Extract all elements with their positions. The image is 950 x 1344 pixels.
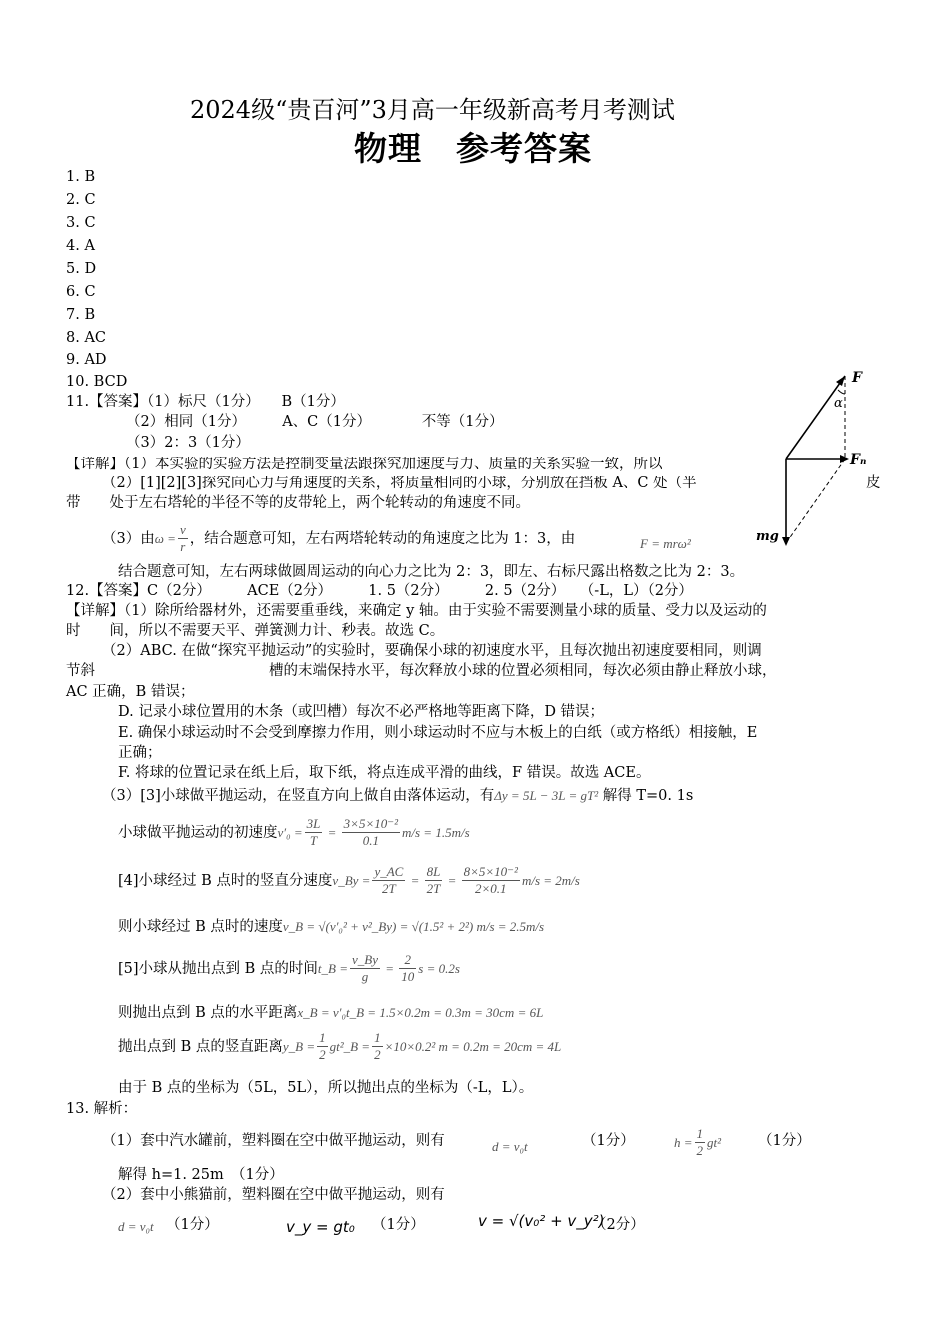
answer-7: 7. B <box>66 307 96 323</box>
vby-frac-1 <box>372 864 405 898</box>
angle-arc <box>838 390 845 394</box>
q11-answer-2: （2）相同（1分） A、C（1分） 不等（1分） <box>126 414 504 430</box>
fraction-denominator: T <box>309 833 318 849</box>
q11-answer-3: （3）2：3（1分） <box>126 435 250 451</box>
v0-result: m/s = 1.5m/s <box>401 824 470 840</box>
q13-part-1: （1）套中汽水罐前，塑料圈在空中做平抛运动，则有 <box>102 1133 445 1149</box>
vb-eq: v_B = √(v′₀² + v²_By) = √(1.5² + 2²) m/s = 2.5m/s <box>282 919 545 934</box>
gt2: gt² <box>707 1134 722 1150</box>
tb-frac-2 <box>399 952 416 986</box>
answer-9: 9. AD <box>66 352 107 368</box>
vby-lhs: v_By = <box>332 872 371 888</box>
yb-line <box>118 1030 561 1064</box>
q13-score-1: （1分） <box>582 1133 635 1149</box>
tb-label: [5]小球从抛出点到 B 点的时间 <box>118 960 318 977</box>
xb-line <box>118 1006 543 1021</box>
fraction-numerator: 1 <box>372 1030 383 1047</box>
label-Fn: Fₙ <box>850 452 867 468</box>
v0-label: 小球做平抛运动的初速度 <box>118 824 278 841</box>
fraction-numerator: 2 <box>399 952 416 969</box>
h-lhs: h = <box>674 1134 693 1150</box>
tb-result: s = 0.2s <box>418 960 460 976</box>
fraction-denominator: 2T <box>382 881 396 897</box>
q13-score-4: （1分） <box>372 1217 425 1233</box>
yb-mid: gt²_B = <box>329 1038 371 1054</box>
fraction-denominator: 2 <box>374 1047 381 1063</box>
answer-4: 4. A <box>66 238 95 254</box>
centripetal-force-eq: F = mrω² <box>640 536 691 551</box>
q11-detail-3-mid: ，结合题意可知，左右两塔轮转动的角速度之比为 1：3，由 <box>189 530 576 547</box>
fraction-numerator: v_By <box>350 952 380 969</box>
q12-detail-3-result: 解得 T=0. 1s <box>602 788 694 804</box>
q12-option-D: D. 记录小球位置用的木条（或凹槽）每次不必严格地等距离下降，D 错误； <box>118 704 605 720</box>
label-mg: mg <box>756 529 779 544</box>
fraction-denominator: 10 <box>401 969 415 985</box>
force-F-arrow <box>786 376 845 459</box>
answer-3: 3. C <box>66 215 96 231</box>
q11-detail-1: 【详解】（1）本实验的实验方法是控制变量法跟探究加速度与力、质量的关系实验一致，所以 <box>66 457 663 472</box>
q12-detail-3-text: （3）[3]小球做平抛运动，在竖直方向上做自由落体运动，有 <box>102 788 495 804</box>
q12-answer-head: 12.【答案】C（2分） ACE（2分） 1. 5（2分） 2. 5（2分） （-L，L）（2分） <box>66 583 693 599</box>
vby-result: m/s = 2m/s <box>521 872 580 888</box>
fraction-numerator: 3L <box>305 816 323 833</box>
yb-frac-1 <box>317 1030 328 1064</box>
fraction-denominator: 2T <box>426 881 441 897</box>
q12-detail-2b: 节斜 槽的末端保持水平，每次释放小球的位置必须相同，每次必须由静止释放小球， <box>66 663 777 679</box>
v0-frac-2 <box>342 816 400 850</box>
vb-line <box>118 920 544 935</box>
q13-eq-h <box>674 1126 721 1160</box>
q12-option-E-end: 正确； <box>118 745 162 761</box>
half-fraction <box>695 1126 706 1160</box>
fraction-denominator: r <box>180 539 186 555</box>
force-diagram <box>748 360 868 550</box>
fraction-numerator: 1 <box>317 1030 328 1047</box>
q12-detail-1: 【详解】（1）除所给器材外，还需要重垂线，来确定 y 轴。由于实验不需要测量小球的质量、受力以及运动的 <box>66 603 767 619</box>
vby-label: [4]小球经过 B 点时的竖直分速度 <box>118 872 333 889</box>
v0-lhs: v′₀ = <box>277 824 303 840</box>
fraction-denominator: 0.1 <box>362 833 379 849</box>
q13-eq-d-v0t-2: d = v₀t <box>118 1219 154 1234</box>
answer-8: 8. AC <box>66 330 107 346</box>
tb-line: [5]小球从抛出点到 B 点的时间t_B = $\frac{v\_By}{g}$ = $\frac{2}{10}$ s = 0.2s <box>118 952 460 985</box>
yb-label: 抛出点到 B 点的竖直距离 <box>118 1038 283 1055</box>
fraction-denominator: 2 <box>696 1143 704 1159</box>
q12-conclusion: 由于 B 点的坐标为（5L，5L），所以抛出点的坐标为（-L，L）。 <box>118 1080 534 1096</box>
v0-line: 小球做平抛运动的初速度v′₀ = $\frac{3L}{T}$ = $\frac{\text{3×5×10⁻²}}{0.1}$ m/s = 1.5m/s <box>118 816 470 849</box>
q11-detail-2-tail: 皮 <box>866 475 881 491</box>
exam-title: 2024级“贵百河”3月高一年级新高考月考测试 <box>190 96 675 124</box>
yb-frac-2 <box>372 1030 383 1064</box>
tb-lhs: t_B = <box>317 960 348 976</box>
yb-result: ×10×0.2² m = 0.2m = 20cm = 4L <box>384 1038 562 1054</box>
q12-option-F: F. 将球的位置记录在纸上后，取下纸，将点连成平滑的曲线，F 错误。故选 ACE。 <box>118 765 651 781</box>
q11-detail-3-conclusion: 结合题意可知，左右两球做圆周运动的向心力之比为 2：3，即左、右标尺露出格数之比为 2：3。 <box>118 564 745 580</box>
xb-eq: x_B = v′₀t_B = 1.5×0.2m = 0.3m = 30cm = 6L <box>297 1005 544 1020</box>
q13-eq-d-v0t: d = v₀t <box>492 1139 528 1154</box>
answer-2: 2. C <box>66 192 96 208</box>
page-title: 物理 参考答案 <box>354 129 592 168</box>
q13-eq-vy: v_y = gt₀ <box>286 1218 355 1236</box>
label-alpha: α <box>834 396 843 411</box>
vb-label: 则小球经过 B 点时的速度 <box>118 919 283 935</box>
v-over-r-fraction <box>178 522 188 556</box>
dashed-diagonal <box>786 459 845 543</box>
fraction-denominator: 2 <box>319 1047 326 1063</box>
q11-detail-2: （2）[1][2][3]探究向心力与角速度的关系，将质量相同的小球，分别放在挡板 A、C 处（半 <box>102 476 697 491</box>
answer-1: 1. B <box>66 169 96 185</box>
answer-5: 5. D <box>66 261 97 277</box>
yb-lhs: y_B = <box>282 1038 316 1054</box>
q13-eq-v: v = √(v₀² + v_y²) <box>478 1212 605 1230</box>
q12-detail-1b: 时 间，所以不需要天平、弹簧测力计、秒表。故选 C。 <box>66 623 445 639</box>
vby-frac-2 <box>425 864 443 898</box>
fraction-numerator: 8L <box>425 864 443 881</box>
q13-solution-h: 解得 h=1. 25m （1分） <box>118 1167 284 1183</box>
fraction-numerator: y_AC <box>372 864 405 881</box>
answer-6: 6. C <box>66 284 96 300</box>
q11-detail-2b: 带 处于左右塔轮的半径不等的皮带轮上，两个轮转动的角速度不同。 <box>66 495 530 511</box>
q11-detail-3-start: （3）由 <box>102 530 155 547</box>
fraction-denominator: g <box>361 969 369 985</box>
q11-answer-head: 11.【答案】（1）标尺（1分） B（1分） <box>66 394 345 410</box>
q13-score-2: （1分） <box>758 1133 811 1149</box>
vby-line: [4]小球经过 B 点时的竖直分速度v_By = $\frac{y\_AC}{2T}$ = $\frac{8L}{2T}$ = $\frac{\text{8×5×10⁻²}}{2\times 0.1}$ m/s = 2m/s <box>118 864 580 897</box>
q13-head: 13. 解析： <box>66 1101 138 1117</box>
fraction-numerator: v <box>178 522 188 539</box>
answer-10: 10. BCD <box>66 374 128 390</box>
q12-detail-2: （2）ABC. 在做“探究平抛运动”的实验时，要确保小球的初速度水平，且每次抛出初速度要相同，则调 <box>102 643 762 659</box>
omega-eq: ω = <box>154 530 176 546</box>
tb-frac-1 <box>350 952 380 986</box>
fraction-numerator: 1 <box>695 1126 706 1143</box>
vby-frac-3 <box>462 864 520 898</box>
delta-y-eq: Δy = 5L − 3L = gT² <box>494 788 599 803</box>
fraction-numerator: 3×5×10⁻² <box>342 816 400 833</box>
q12-detail-2c: AC 正确，B 错误； <box>66 684 195 700</box>
fraction-denominator: 2×0.1 <box>475 881 507 897</box>
xb-label: 则抛出点到 B 点的水平距离 <box>118 1005 298 1021</box>
q11-detail-3 <box>102 522 575 556</box>
q13-score-5: （2分） <box>592 1217 645 1233</box>
q13-part-2: （2）套中小熊猫前，塑料圈在空中做平抛运动，则有 <box>102 1187 445 1203</box>
q12-detail-3 <box>102 789 693 804</box>
q13-score-3: （1分） <box>166 1217 219 1233</box>
q12-option-E: E. 确保小球运动时不会受到摩擦力作用，则小球运动时不应与木板上的白纸（或方格纸）相接触，E <box>118 725 758 741</box>
fraction-numerator: 8×5×10⁻² <box>462 864 520 881</box>
label-F: F <box>852 370 862 386</box>
v0-frac-1 <box>305 816 323 850</box>
